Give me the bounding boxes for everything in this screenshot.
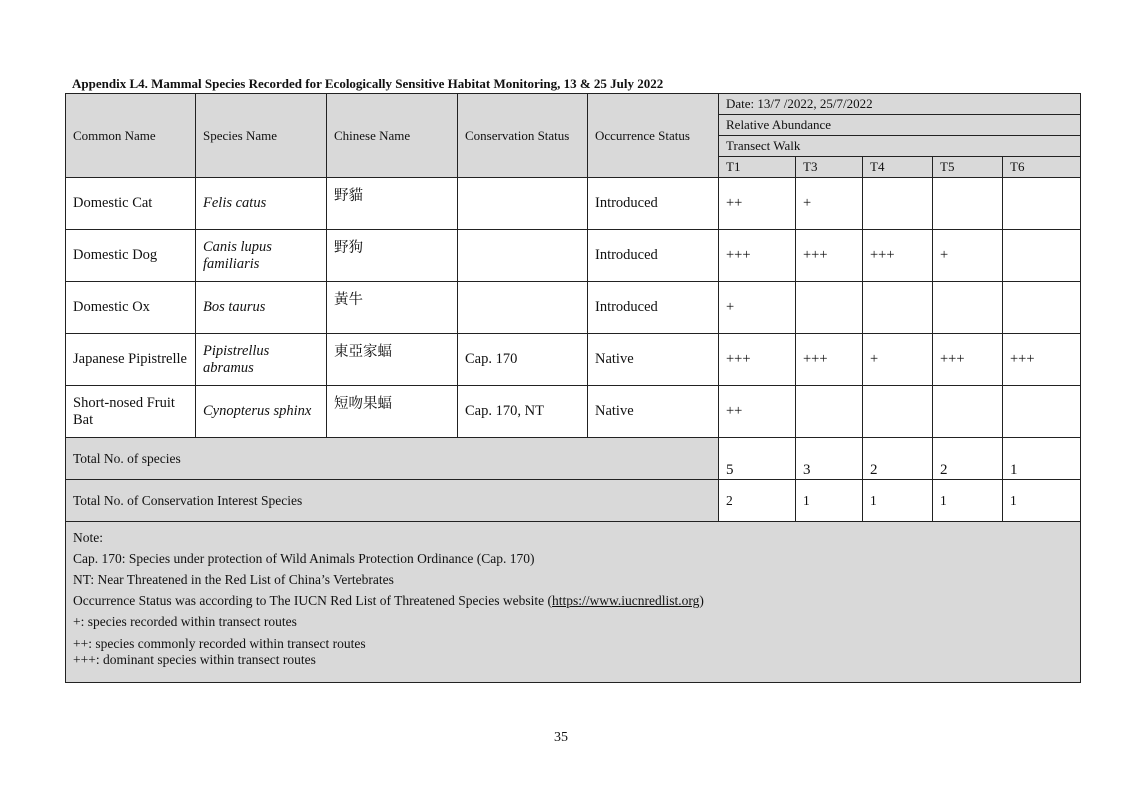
species-name-cell: Cynopterus sphinx [196,386,327,438]
header-conservation-status: Conservation Status [458,94,588,178]
abundance-cell [863,178,933,230]
occurrence-status-cell: Introduced [588,230,719,282]
abundance-cell: +++ [1003,334,1081,386]
abundance-cell [863,282,933,334]
abundance-cell [796,282,863,334]
abundance-cell: + [796,178,863,230]
abundance-cell: +++ [719,334,796,386]
table-row [66,386,1081,438]
abundance-cell [933,178,1003,230]
page-number: 35 [554,730,568,745]
common-name-cell: Domestic Ox [66,282,196,334]
abundance-cell: +++ [863,230,933,282]
abundance-cell: +++ [796,230,863,282]
iucn-link[interactable]: https://www.iucnredlist.org [551,593,700,608]
note-nt: NT: Near Threatened in the Red List of China’s Vertebrates [73,572,394,587]
abundance-cell: +++ [796,334,863,386]
header-transect-walk: Transect Walk [719,136,1081,157]
abundance-cell: ++ [719,386,796,438]
note-occurrence-suffix: ) [699,593,704,608]
common-name-cell: Short-nosed Fruit Bat [66,386,196,438]
header-transect: T5 [933,157,1003,178]
table-row [66,230,1081,282]
header-species-name: Species Name [196,94,327,178]
species-name-cell: Felis catus [196,178,327,230]
header-date: Date: 13/7 /2022, 25/7/2022 [719,94,1081,115]
chinese-name-cell: 黃牛 [327,282,458,334]
species-name-cell: Canis lupus familiaris [196,230,327,282]
chinese-name-cell: 東亞家蝠 [327,334,458,386]
abundance-cell: +++ [719,230,796,282]
table-row [66,282,1081,334]
note-plus2: ++: species commonly recorded within transect routes [73,636,366,651]
occurrence-status-cell: Native [588,334,719,386]
note-plus3: +++: dominant species within transect routes [73,652,316,667]
abundance-cell [933,386,1003,438]
species-table [65,93,1081,683]
total-conservation-value: 2 [719,480,796,522]
abundance-cell [796,386,863,438]
abundance-cell: ++ [719,178,796,230]
chinese-name-cell: 野貓 [327,178,458,230]
occurrence-status-cell: Native [588,386,719,438]
conservation-status-cell [458,282,588,334]
conservation-status-cell [458,178,588,230]
note-occurrence-prefix: Occurrence Status was according to The IUCN Red List of Threatened Species website ( [73,593,552,608]
abundance-cell [933,282,1003,334]
header-transect: T1 [719,157,796,178]
occurrence-status-cell: Introduced [588,178,719,230]
abundance-cell: + [719,282,796,334]
abundance-cell: +++ [933,334,1003,386]
total-conservation-value: 1 [796,480,863,522]
total-species-value: 2 [863,438,933,480]
abundance-cell: + [863,334,933,386]
header-transect: T3 [796,157,863,178]
total-species-value: 3 [796,438,863,480]
note-occurrence [73,590,1073,611]
header-common-name: Common Name [66,94,196,178]
species-name-cell: Pipistrellus abramus [196,334,327,386]
common-name-cell: Domestic Cat [66,178,196,230]
total-species-value: 1 [1003,438,1081,480]
common-name-cell: Domestic Dog [66,230,196,282]
abundance-cell [1003,282,1081,334]
header-transect: T6 [1003,157,1081,178]
header-relative-abundance: Relative Abundance [719,115,1081,136]
header-occurrence-status: Occurrence Status [588,94,719,178]
note-title: Note: [73,530,103,545]
header-chinese-name: Chinese Name [327,94,458,178]
species-name-cell: Bos taurus [196,282,327,334]
total-species-label: Total No. of species [66,438,719,480]
chinese-name-cell: 短吻果蝠 [327,386,458,438]
notes-section [66,522,1081,683]
total-conservation-value: 1 [1003,480,1081,522]
header-transect: T4 [863,157,933,178]
note-plus1: +: species recorded within transect routes [73,614,297,629]
abundance-cell [1003,230,1081,282]
total-conservation-value: 1 [863,480,933,522]
total-conservation-label: Total No. of Conservation Interest Species [66,480,719,522]
abundance-cell [863,386,933,438]
abundance-cell [1003,178,1081,230]
abundance-cell [1003,386,1081,438]
common-name-cell: Japanese Pipistrelle [66,334,196,386]
total-conservation-value: 1 [933,480,1003,522]
conservation-status-cell: Cap. 170, NT [458,386,588,438]
total-species-value: 5 [719,438,796,480]
chinese-name-cell: 野狗 [327,230,458,282]
conservation-status-cell: Cap. 170 [458,334,588,386]
table-caption: Appendix L4. Mammal Species Recorded for Ecologically Sensitive Habitat Monitoring, 13 & 25 July 2022 [72,76,664,91]
total-species-value: 2 [933,438,1003,480]
conservation-status-cell [458,230,588,282]
table-row [66,178,1081,230]
occurrence-status-cell: Introduced [588,282,719,334]
table-row [66,334,1081,386]
abundance-cell: + [933,230,1003,282]
note-cap170: Cap. 170: Species under protection of Wild Animals Protection Ordinance (Cap. 170) [73,551,535,566]
